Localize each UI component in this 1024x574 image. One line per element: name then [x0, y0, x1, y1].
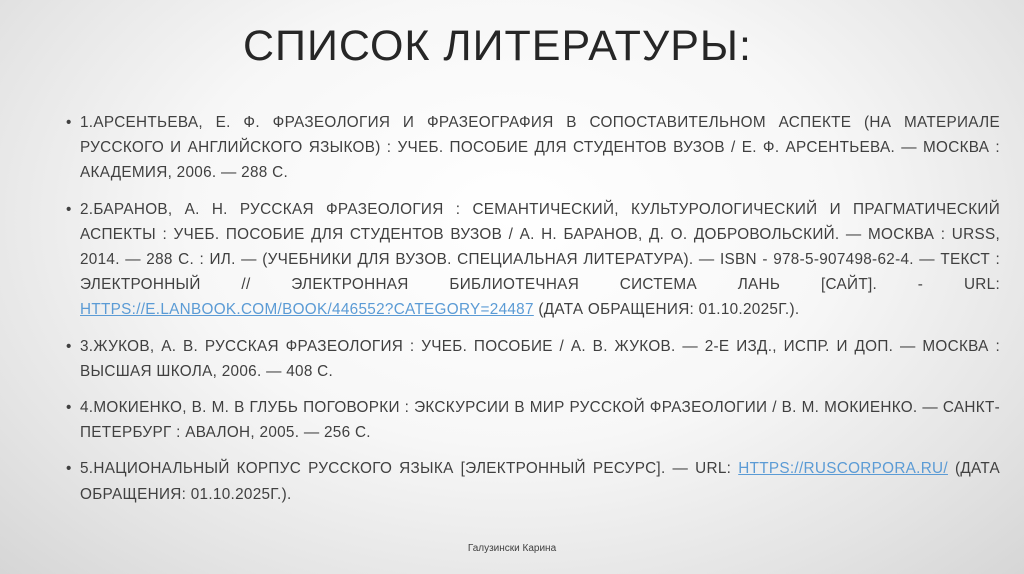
- reference-list: [66, 110, 1000, 518]
- reference-item-5: [66, 456, 1000, 506]
- bullet-icon: •: [66, 399, 72, 417]
- reference-text-after: (ДАТА ОБРАЩЕНИЯ: 01.10.2025Г.).: [80, 460, 1000, 503]
- bullet-icon: •: [66, 460, 72, 478]
- slide-title: СПИСОК ЛИТЕРАТУРЫ:: [243, 22, 752, 70]
- bullet-icon: •: [66, 337, 72, 355]
- footer-author: Галузински Карина: [467, 543, 557, 554]
- reference-link-lanbook[interactable]: HTTPS://E.LANBOOK.COM/BOOK/446552?CATEGORY=24487: [80, 301, 534, 319]
- reference-item-1: [66, 110, 1000, 186]
- reference-item-2: [66, 197, 1000, 323]
- reference-item-3: [66, 334, 1000, 384]
- reference-item-4: [66, 395, 1000, 445]
- reference-text-after: (ДАТА ОБРАЩЕНИЯ: 01.10.2025Г.).: [533, 301, 800, 319]
- bullet-icon: •: [66, 200, 72, 218]
- reference-text: 3.ЖУКОВ, А. В. РУССКАЯ ФРАЗЕОЛОГИЯ : УЧЕБ. ПОСОБИЕ / А. В. ЖУКОВ. — 2-Е ИЗД., ИСПР. И ДОП. — МОСКВА : ВЫСШАЯ ШКОЛА, 2006. — 408 С.: [80, 337, 1000, 380]
- reference-link-ruscorpora[interactable]: HTTPS://RUSCORPORA.RU/: [738, 460, 948, 478]
- reference-text: 5.НАЦИОНАЛЬНЫЙ КОРПУС РУССКОГО ЯЗЫКА [ЭЛЕКТРОННЫЙ РЕСУРС]. — URL:: [80, 460, 739, 478]
- reference-text: 4.МОКИЕНКО, В. М. В ГЛУБЬ ПОГОВОРКИ : ЭКСКУРСИИ В МИР РУССКОЙ ФРАЗЕОЛОГИИ / В. М. МОКИЕНКО. — САНКТ-ПЕТЕРБУРГ : АВАЛОН, 2005. — 256 С.: [80, 399, 1000, 442]
- bullet-icon: •: [66, 114, 72, 131]
- reference-text: 1.АРСЕНТЬЕВА, Е. Ф. ФРАЗЕОЛОГИЯ И ФРАЗЕОГРАФИЯ В СОПОСТАВИТЕЛЬНОМ АСПЕКТЕ (НА МАТЕРИАЛЕ РУССКОГО И АНГЛИЙСКОГО ЯЗЫКОВ) : УЧЕБ. ПОСОБИЕ ДЛЯ СТУДЕНТОВ ВУЗОВ / Е. Ф. АРСЕНТЬЕВА. — МОСКВА : АКАДЕМИЯ, 2006. — 288 С.: [80, 114, 1000, 182]
- reference-text: 2.БАРАНОВ, А. Н. РУССКАЯ ФРАЗЕОЛОГИЯ : СЕМАНТИЧЕСКИЙ, КУЛЬТУРОЛОГИЧЕСКИЙ И ПРАГМАТИЧЕСКИЙ АСПЕКТЫ : УЧЕБ. ПОСОБИЕ ДЛЯ СТУДЕНТОВ ВУЗОВ / А. Н. БАРАНОВ, Д. О. ДОБРОВОЛЬСКИЙ. — МОСКВА : URSS, 2014. — 288 С. : ИЛ. — (УЧЕБНИКИ ДЛЯ ВУЗОВ. СПЕЦИАЛЬНАЯ ЛИТЕРАТУРА). — ISBN - 978-5-907498-62-4. — ТЕКСТ : ЭЛЕКТРОННЫЙ // ЭЛЕКТРОННАЯ БИБЛИОТЕЧНАЯ СИСТЕМА ЛАНЬ [САЙТ]. - URL:: [80, 200, 1000, 294]
